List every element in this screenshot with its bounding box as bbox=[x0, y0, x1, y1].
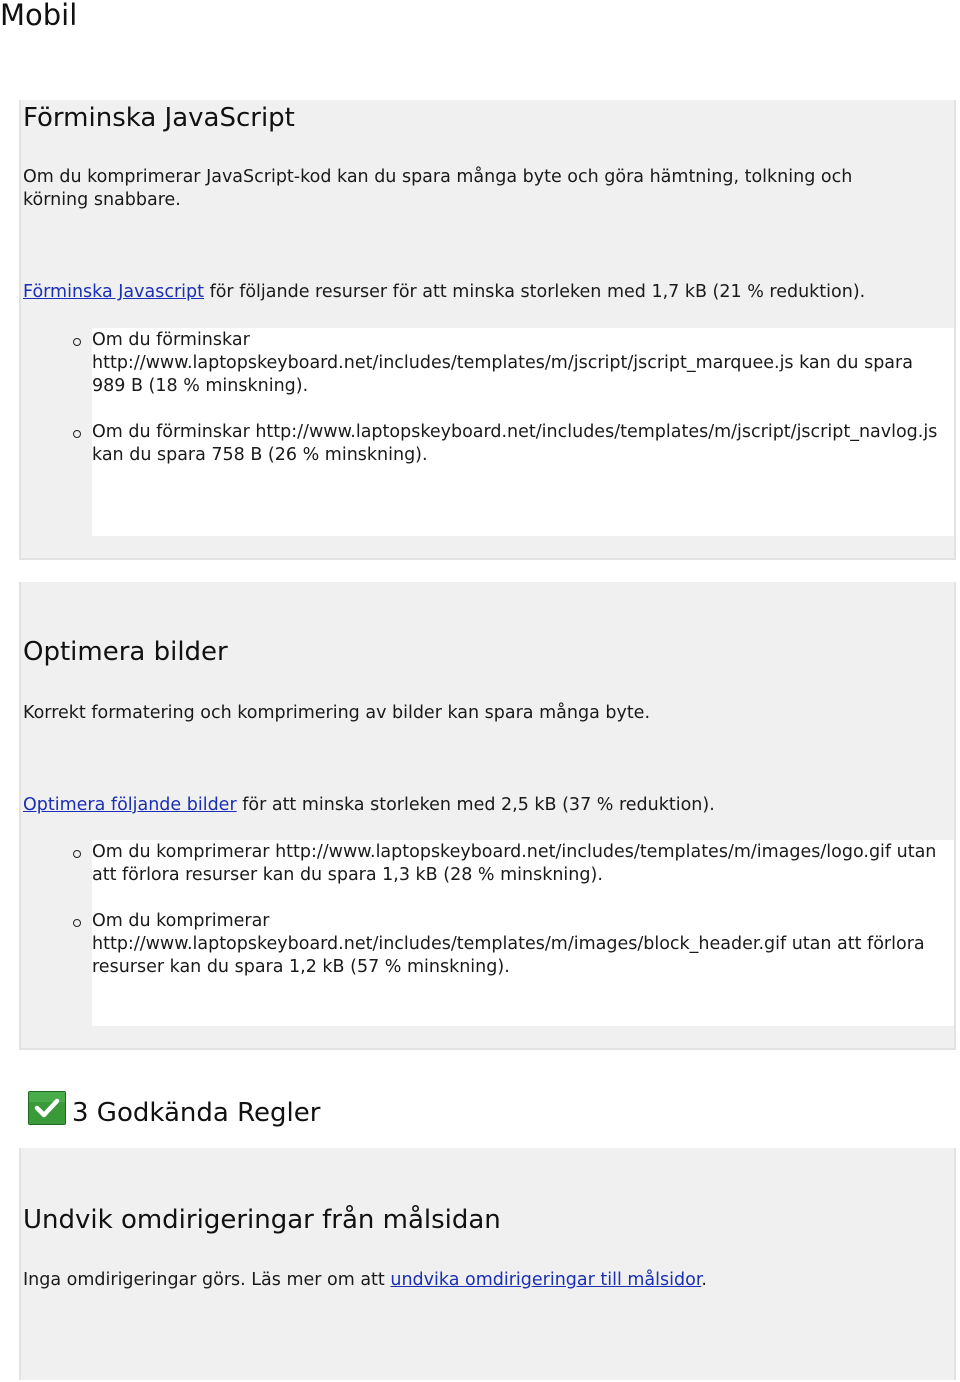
section-minify-js bbox=[19, 100, 956, 560]
list-item: Om du komprimerar http://www.laptopskeyboard.net/includes/templates/m/images/block_header.gif utan att förlora resurser kan du spara 1,2 kB (57 % minskning). bbox=[92, 910, 944, 979]
section-heading-minify-js: Förminska JavaScript bbox=[23, 103, 295, 133]
list-item: Om du förminskar http://www.laptopskeyboard.net/includes/templates/m/jscript/jscript_navlog.js kan du spara 758 B (26 % minskning). bbox=[92, 421, 944, 467]
list-item: Om du komprimerar http://www.laptopskeyboard.net/includes/templates/m/images/logo.gif utan att förlora resurser kan du spara 1,3 kB (28 % minskning). bbox=[92, 841, 944, 887]
summary-line bbox=[23, 281, 923, 304]
optimize-images-link[interactable]: Optimera följande bilder bbox=[23, 795, 237, 815]
resource-list bbox=[92, 328, 954, 536]
bullet-icon bbox=[73, 919, 81, 927]
passed-rules-heading: 3 Godkända Regler bbox=[72, 1098, 321, 1128]
section-description: Korrekt formatering och komprimering av bilder kan spara många byte. bbox=[23, 703, 651, 723]
page-title: Mobil bbox=[0, 0, 78, 32]
bullet-icon bbox=[73, 338, 81, 346]
summary-line bbox=[23, 794, 923, 817]
resource-list bbox=[92, 840, 954, 1026]
section-optimize-images bbox=[19, 582, 956, 1050]
minify-javascript-link[interactable]: Förminska Javascript bbox=[23, 282, 204, 302]
redirects-text: Inga omdirigeringar görs. Läs mer om att undvika omdirigeringar till målsidor. bbox=[23, 1270, 707, 1290]
section-heading-avoid-redirects: Undvik omdirigeringar från målsidan bbox=[23, 1205, 501, 1235]
list-item: Om du förminskar http://www.laptopskeyboard.net/includes/templates/m/jscript/jscript_marquee.js kan du spara 989 B (18 % minskning). bbox=[92, 329, 944, 398]
bullet-icon bbox=[73, 430, 81, 438]
checkmark-icon bbox=[28, 1091, 66, 1125]
summary-text: för att minska storleken med 2,5 kB (37 % reduktion). bbox=[236, 795, 715, 815]
summary-text: för följande resurser för att minska storleken med 1,7 kB (21 % reduktion). bbox=[204, 282, 866, 302]
section-avoid-redirects bbox=[19, 1148, 956, 1380]
avoid-redirects-link[interactable]: undvika omdirigeringar till målsidor bbox=[390, 1270, 702, 1290]
bullet-icon bbox=[73, 850, 81, 858]
section-description: Om du komprimerar JavaScript-kod kan du spara många byte och göra hämtning, tolkning och körning snabbare. bbox=[23, 167, 853, 210]
section-heading-optimize-images: Optimera bilder bbox=[23, 637, 228, 667]
